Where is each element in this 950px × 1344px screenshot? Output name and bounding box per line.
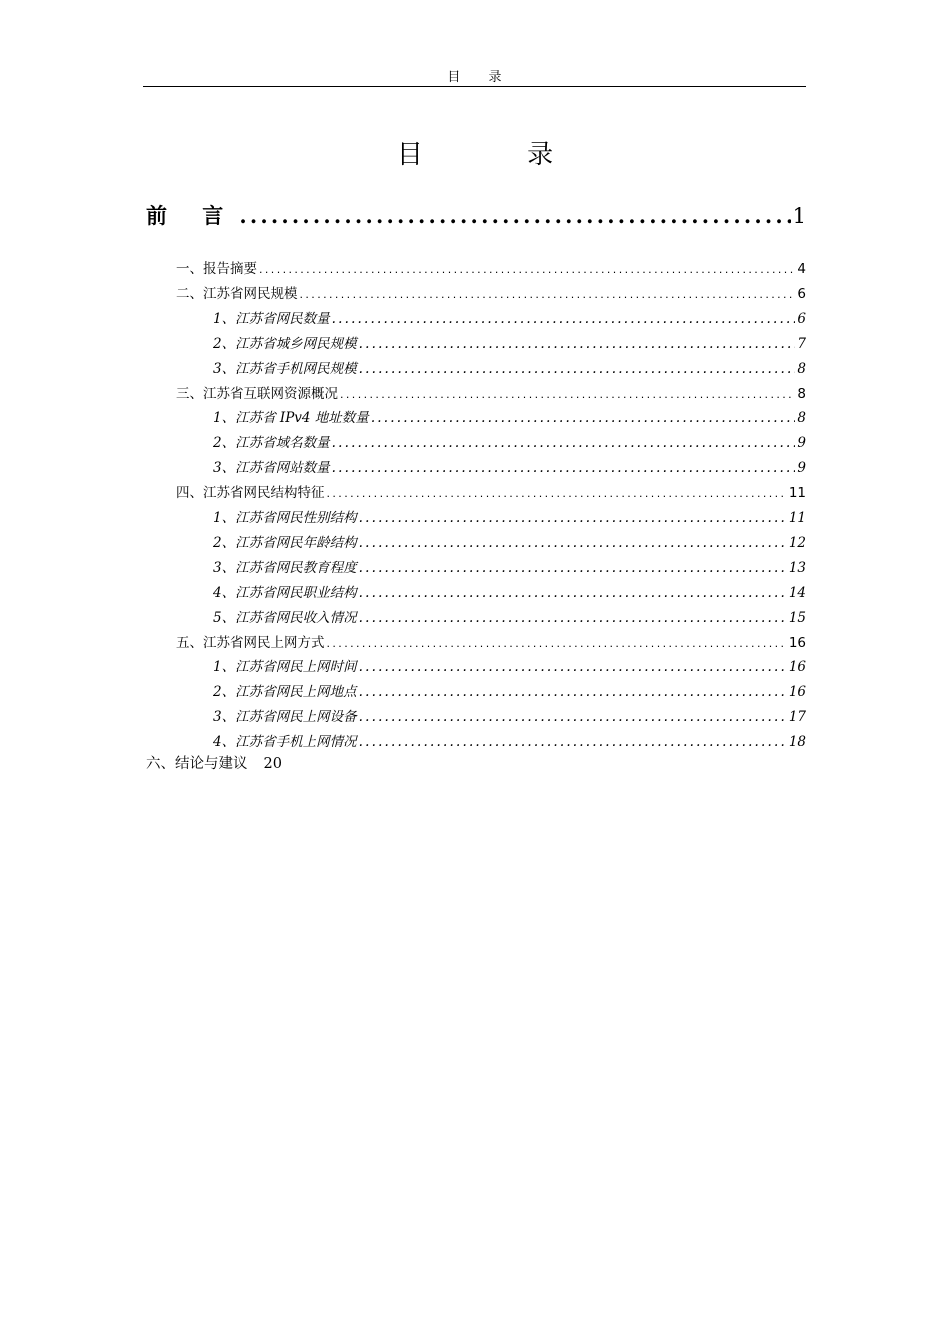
toc-entry-label: 六、结论与建议 [146, 756, 248, 772]
dot-leader [327, 637, 787, 650]
dot-leader [359, 510, 787, 526]
running-header: 目 录 [447, 70, 514, 85]
toc-entry-page: 8 [797, 385, 806, 402]
dot-leader [359, 361, 796, 377]
dot-leader [359, 709, 787, 725]
toc-entry-page: 12 [788, 534, 806, 551]
toc-entry[interactable] [213, 357, 806, 377]
dot-leader [359, 659, 787, 675]
dot-leader [259, 263, 795, 276]
toc-entry[interactable] [176, 282, 806, 302]
dot-leader [359, 535, 787, 551]
toc-entry[interactable] [213, 655, 806, 675]
toc-entry-label: 二、江苏省网民规模 [176, 285, 298, 302]
dot-leader [359, 336, 796, 352]
toc-entry[interactable] [213, 506, 806, 526]
toc-entry-page: 8 [797, 410, 806, 427]
toc-entry-label: 3、江苏省网站数量 [213, 460, 330, 477]
dot-leader [371, 410, 796, 426]
toc-entry-label: 1、江苏省 IPv4 地址数量 [213, 410, 369, 427]
toc-entry[interactable] [213, 606, 806, 626]
dot-leader [332, 460, 796, 476]
toc-entry-page: 6 [797, 310, 806, 327]
toc-entry[interactable] [213, 531, 806, 551]
toc-entry-label: 1、江苏省网民数量 [213, 310, 330, 327]
toc-entry-label: 4、江苏省网民职业结构 [213, 584, 357, 601]
toc-entry-label: 2、江苏省网民年龄结构 [213, 534, 357, 551]
dot-leader [359, 684, 787, 700]
toc-entry-page: 16 [788, 634, 806, 651]
toc-entry[interactable] [176, 631, 806, 651]
dot-leader [359, 560, 787, 576]
toc-entry-page: 13 [788, 559, 806, 576]
toc-entry-page: 16 [788, 684, 806, 701]
toc-entry-label: 3、江苏省网民教育程度 [213, 559, 357, 576]
dot-leader [332, 311, 796, 327]
toc-entry-label: 1、江苏省网民性别结构 [213, 510, 357, 526]
toc-entry[interactable] [213, 332, 806, 352]
dot-leader [359, 585, 787, 601]
toc-entry-page: 18 [788, 734, 806, 751]
toc-entry-label: 3、江苏省手机网民规模 [213, 360, 357, 377]
toc-entry[interactable] [213, 705, 806, 725]
toc-entry-page: 7 [797, 335, 806, 352]
toc-entry-label: 2、江苏省网民上网地点 [213, 684, 357, 701]
toc-entry-label: 5、江苏省网民收入情况 [213, 609, 357, 626]
toc-entry-page: 1 [792, 204, 806, 228]
toc-entry[interactable] [176, 257, 806, 277]
toc-entry-page: 6 [797, 285, 806, 302]
toc-entry[interactable] [213, 307, 806, 327]
toc-entry-page: 11 [788, 510, 806, 526]
toc-entry-conclusion[interactable] [146, 752, 282, 773]
toc-entry[interactable] [213, 556, 806, 576]
dot-leader [239, 203, 790, 228]
toc-entry[interactable] [213, 406, 806, 426]
toc-entry[interactable] [213, 581, 806, 601]
toc-entry-page: 9 [797, 435, 806, 452]
toc-entry[interactable] [176, 481, 806, 501]
toc-entry[interactable] [176, 382, 806, 402]
dot-leader [359, 734, 787, 750]
toc-entry-preface[interactable] [146, 200, 806, 230]
toc-entry-label: 前 言 [146, 203, 238, 228]
toc-entry-label: 1、江苏省网民上网时间 [213, 659, 357, 676]
toc-entry-label: 五、江苏省网民上网方式 [176, 634, 325, 651]
toc-entry-label: 2、江苏省域名数量 [213, 435, 330, 452]
dot-leader [300, 288, 796, 301]
dot-leader [340, 388, 795, 401]
toc-entry-label: 四、江苏省网民结构特征 [176, 485, 325, 502]
toc-entry-label: 4、江苏省手机上网情况 [213, 734, 357, 751]
toc-entry-label: 2、江苏省城乡网民规模 [213, 335, 357, 352]
toc-entry-page: 9 [797, 460, 806, 477]
toc-entry-label: 一、报告摘要 [176, 261, 257, 277]
toc-entry-label: 三、江苏省互联网资源概况 [176, 385, 338, 402]
header-rule [143, 86, 806, 87]
toc-entry-page: 17 [788, 709, 806, 726]
toc-entry-page: 15 [788, 609, 806, 626]
toc-entry[interactable] [213, 456, 806, 476]
toc-entry[interactable] [213, 431, 806, 451]
dot-leader [359, 610, 787, 626]
toc-entry-page: 20 [263, 756, 282, 772]
toc-entry-label: 3、江苏省网民上网设备 [213, 709, 357, 726]
toc-entry[interactable] [213, 730, 806, 750]
toc-entry-page: 16 [788, 659, 806, 676]
toc-entry-page: 4 [797, 261, 806, 277]
toc-entry-page: 8 [797, 360, 806, 377]
dot-leader [332, 435, 796, 451]
dot-leader [327, 487, 787, 500]
page-title: 目 录 [396, 140, 602, 170]
toc-entry-page: 11 [788, 485, 806, 502]
toc-entry-page: 14 [788, 584, 806, 601]
toc-entry[interactable] [213, 680, 806, 700]
